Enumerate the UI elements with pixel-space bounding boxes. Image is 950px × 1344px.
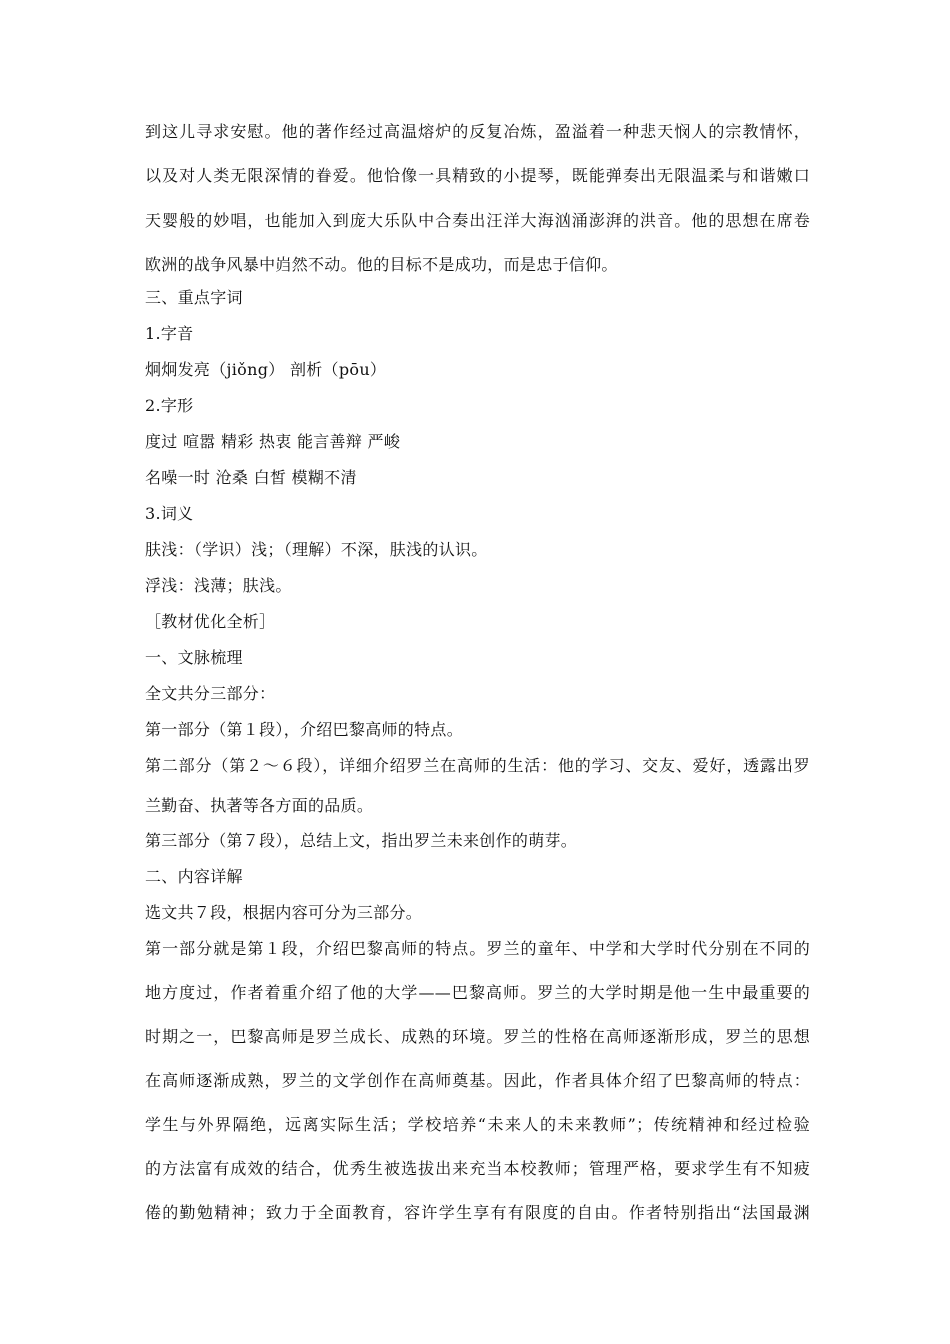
subheading: 3.词义	[145, 504, 194, 523]
section-heading: ［教材优化全析］	[145, 612, 276, 631]
paragraph-line: 天婴般的妙唱，也能加入到庞大乐队中合奏出汪洋大海汹涌澎湃的洪音。他的思想在席卷	[145, 211, 810, 230]
paragraph-line: 肤浅：（学识）浅；（理解）不深，肤浅的认识。	[145, 540, 488, 559]
paragraph-line: 第三部分（第７段），总结上文，指出罗兰未来创作的萌芽。	[145, 831, 578, 850]
paragraph-line: 学生与外界隔绝，远离实际生活；学校培养“未来人的未来教师”；传统精神和经过检验	[145, 1115, 810, 1134]
section-heading: 二、内容详解	[145, 867, 243, 886]
paragraph-line: 第一部分就是第１段，介绍巴黎高师的特点。罗兰的童年、中学和大学时代分别在不同的	[145, 939, 810, 958]
section-heading: 三、重点字词	[145, 288, 243, 307]
paragraph-line: 欧洲的战争风暴中岿然不动。他的目标不是成功，而是忠于信仰。	[145, 255, 618, 274]
paragraph-line: 全文共分三部分：	[145, 684, 276, 703]
paragraph-line: 浮浅：浅薄；肤浅。	[145, 576, 292, 595]
paragraph-line: 炯炯发亮（jiǒng） 剖析（pōu）	[145, 360, 387, 379]
paragraph-line: 选文共７段，根据内容可分为三部分。	[145, 903, 423, 922]
paragraph-line: 度过 喧嚣 精彩 热衷 能言善辩 严峻	[145, 432, 401, 451]
paragraph-line: 的方法富有成效的结合，优秀生被选拔出来充当本校教师；管理严格，要求学生有不知疲	[145, 1159, 810, 1178]
paragraph-line: 以及对人类无限深情的眷爱。他恰像一具精致的小提琴，既能弹奏出无限温柔与和谐嫩口	[145, 166, 810, 185]
paragraph-line: 到这儿寻求安慰。他的著作经过高温熔炉的反复冶炼，盈溢着一种悲天悯人的宗教情怀，	[145, 122, 810, 141]
paragraph-line: 第二部分（第２～６段），详细介绍罗兰在高师的生活：他的学习、交友、爱好，透露出罗	[145, 756, 810, 775]
paragraph-line: 倦的勤勉精神；致力于全面教育，容许学生享有有限度的自由。作者特别指出“法国最渊	[145, 1203, 810, 1222]
paragraph-line: 在高师逐渐成熟，罗兰的文学创作在高师奠基。因此，作者具体介绍了巴黎高师的特点：	[145, 1071, 810, 1090]
paragraph-line: 名噪一时 沧桑 白皙 模糊不清	[145, 468, 357, 487]
paragraph-line: 时期之一，巴黎高师是罗兰成长、成熟的环境。罗兰的性格在高师逐渐形成，罗兰的思想	[145, 1027, 810, 1046]
paragraph-line: 兰勤奋、执著等各方面的品质。	[145, 796, 374, 815]
paragraph-line: 地方度过，作者着重介绍了他的大学——巴黎高师。罗兰的大学时期是他一生中最重要的	[145, 983, 810, 1002]
subheading: 2.字形	[145, 396, 194, 415]
subheading: 1.字音	[145, 324, 194, 343]
paragraph-line: 第一部分（第１段），介绍巴黎高师的特点。	[145, 720, 464, 739]
section-heading: 一、文脉梳理	[145, 648, 243, 667]
